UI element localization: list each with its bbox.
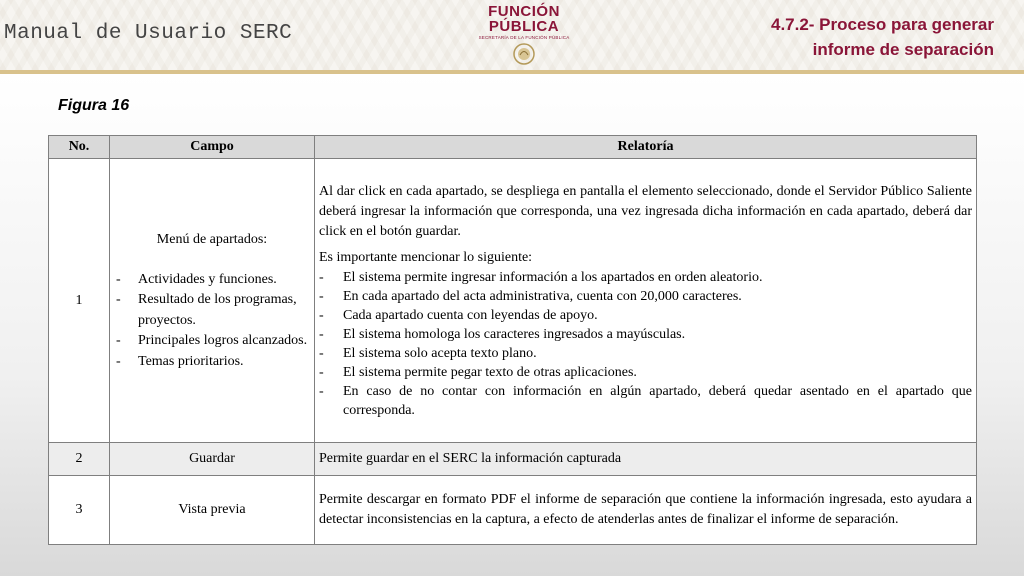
list-item: - El sistema solo acepta texto plano. bbox=[319, 344, 972, 363]
campo-cell: Vista previa bbox=[110, 476, 315, 545]
logo-title-line2: PÚBLICA bbox=[488, 18, 560, 35]
menu-items bbox=[114, 270, 310, 373]
national-seal-icon bbox=[511, 43, 537, 65]
manual-title: Manual de Usuario SERC bbox=[4, 22, 293, 45]
logo-subtitle: SECRETARÍA DE LA FUNCIÓN PÚBLICA bbox=[478, 35, 570, 40]
column-header-no: No. bbox=[49, 136, 110, 159]
list-item: - Temas prioritarios. bbox=[114, 352, 310, 373]
section-title-line1: 4.7.2- Proceso para generar bbox=[770, 15, 994, 34]
relatoria-notes bbox=[319, 268, 972, 420]
list-item: - En caso de no contar con información en algún apartado, deberá quedar asentado en el apartado que corresponda. bbox=[319, 382, 972, 420]
table-row bbox=[49, 476, 977, 545]
logo-title-line1: FUNCIÓN bbox=[488, 3, 560, 20]
funcion-publica-logo bbox=[462, 4, 586, 68]
relatoria-cell: Permite guardar en el SERC la información capturada bbox=[315, 443, 977, 476]
list-item: - El sistema permite pegar texto de otras aplicaciones. bbox=[319, 363, 972, 382]
list-item: - Actividades y funciones. bbox=[114, 270, 310, 291]
relatoria-table bbox=[48, 135, 977, 545]
list-item: - El sistema homologa los caracteres ingresados a mayúsculas. bbox=[319, 325, 972, 344]
figure-label: Figura 16 bbox=[58, 97, 130, 114]
menu-title: Menú de apartados: bbox=[156, 231, 268, 247]
row-number: 1 bbox=[49, 159, 110, 443]
list-item: - Cada apartado cuenta con leyendas de apoyo. bbox=[319, 306, 972, 325]
relatoria-intro: Al dar click en cada apartado, se despliega en pantalla el elemento seleccionado, donde el Servidor Público Saliente deberá ingresar la información que corresponda, una vez ingresada dicha información en cada apartado, deberá dar click en el botón guardar. bbox=[319, 183, 972, 239]
row-number: 2 bbox=[49, 443, 110, 476]
row-number: 3 bbox=[49, 476, 110, 545]
table-row bbox=[49, 443, 977, 476]
campo-cell bbox=[110, 159, 315, 443]
campo-cell: Guardar bbox=[110, 443, 315, 476]
table-header-row bbox=[49, 136, 977, 159]
relatoria-cell bbox=[315, 159, 977, 443]
header-band bbox=[0, 0, 1024, 70]
list-item: - Principales logros alcanzados. bbox=[114, 331, 310, 352]
relatoria-cell: Permite descargar en formato PDF el informe de separación que contiene la información ingresada, esto ayudara a detectar inconsistencias en la captura, a efecto de atenderlas antes de finalizar el informe de separación. bbox=[315, 476, 977, 545]
section-title bbox=[724, 12, 994, 62]
column-header-relatoria: Relatoría bbox=[315, 136, 977, 159]
list-item: - En cada apartado del acta administrativa, cuenta con 20,000 caracteres. bbox=[319, 287, 972, 306]
column-header-campo: Campo bbox=[110, 136, 315, 159]
header-divider bbox=[0, 70, 1024, 74]
list-item: - Resultado de los programas, proyectos. bbox=[114, 290, 310, 331]
list-item: - El sistema permite ingresar información a los apartados en orden aleatorio. bbox=[319, 268, 972, 287]
section-title-line2: informe de separación bbox=[812, 40, 994, 59]
table-row bbox=[49, 159, 977, 443]
relatoria-note-title: Es importante mencionar lo siguiente: bbox=[319, 249, 533, 265]
